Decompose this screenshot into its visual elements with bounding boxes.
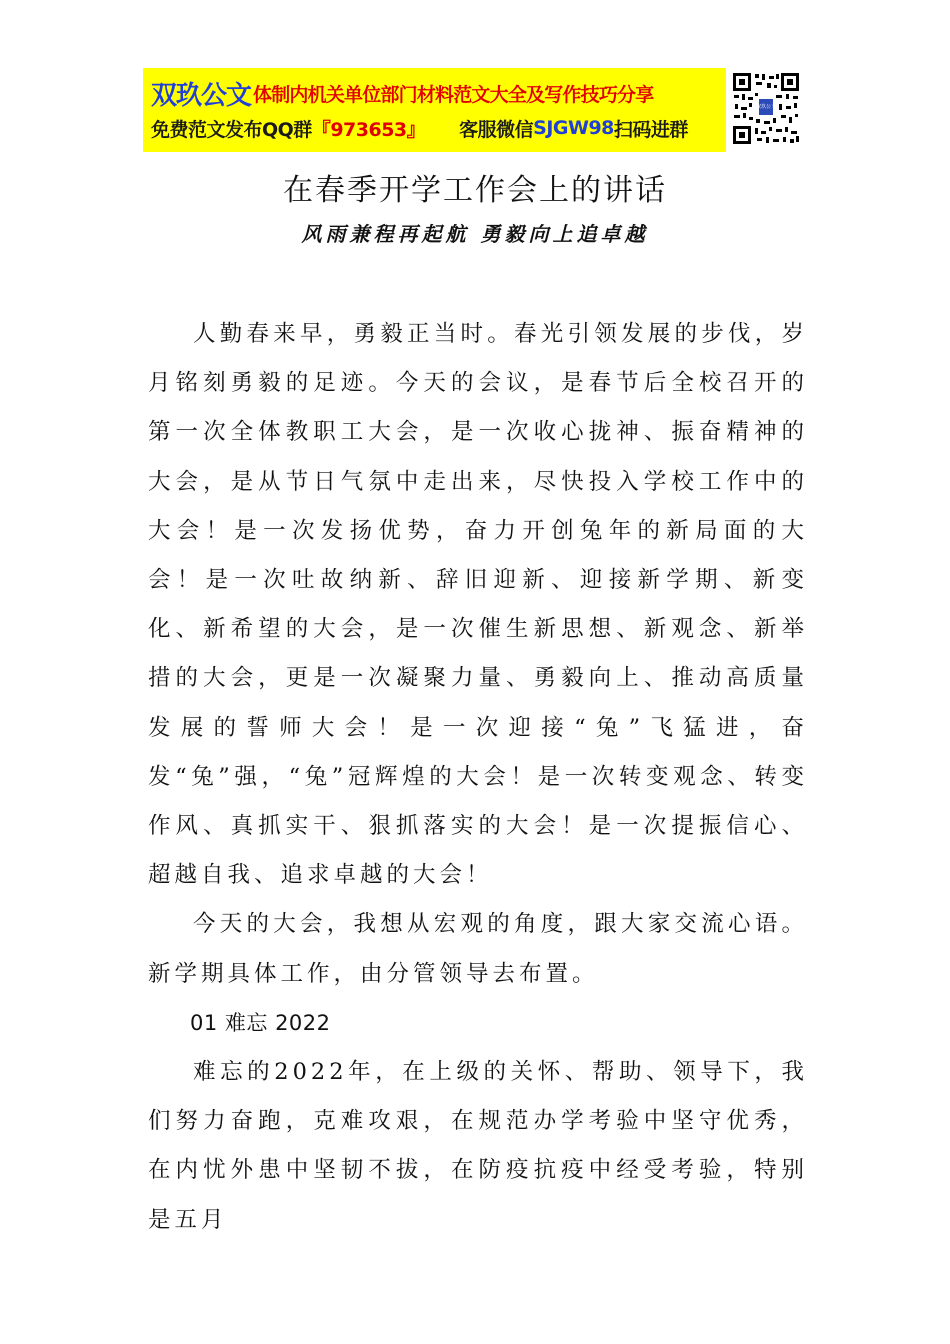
qr-code-icon[interactable] [731, 71, 801, 146]
page-title: 在春季开学工作会上的讲话 [283, 173, 667, 208]
banner-row-2 [151, 112, 726, 144]
page-subtitle: 风雨兼程再起航 勇毅向上追卓越 [301, 222, 649, 246]
banner-qq-group-label: 免费范文发布QQ群 [151, 118, 312, 141]
banner-brand: 双玖公文 [151, 80, 252, 111]
banner-wechat-id: SJGW98 [533, 117, 614, 139]
banner-row-1 [151, 74, 726, 112]
header-banner [143, 68, 726, 152]
section-heading: 01 难忘 2022 [190, 1010, 331, 1035]
banner-wechat-label: 客服微信 [459, 118, 534, 141]
banner-scan-label: 扫码进群 [613, 118, 688, 141]
body-paragraph: 难忘的2022年，在上级的关怀、帮助、领导下，我们努力奋跑，克难攻艰，在规范办学考验中坚守优秀，在内忧外患中坚韧不拔，在防疫抗疫中经受考验，特别是五月 [148, 1059, 808, 1233]
banner-qq-number: 『973653』 [311, 118, 426, 141]
banner-slogan: 体制内机关单位部门材料范文大全及写作技巧分享 [253, 83, 654, 106]
document-body [148, 310, 808, 1245]
body-paragraph: 今天的大会，我想从宏观的角度，跟大家交流心语。新学期具体工作，由分管领导去布置。 [148, 911, 808, 987]
qr-center-logo: 双玖公文 [755, 104, 777, 110]
body-paragraph: 人勤春来早，勇毅正当时。春光引领发展的步伐，岁月铭刻勇毅的足迹。今天的会议，是春节后全校召开的第一次全体教职工大会，是一次收心拢神、振奋精神的大会，是从节日气氛中走出来，尽快投入学校工作中的大会！是一次发扬优势，奋力开创兔年的新局面的大会！是一次吐故纳新、辞旧迎新、迎接新学期、新变化、新希望的大会，是一次催生新思想、新观念、新举措的大会，更是一次凝聚力量、勇毅向上、推动高质量发展的誓师大会！是一次迎接“兔”飞猛进，奋发“兔”强，“兔”冠辉煌的大会！是一次转变观念、转变作风、真抓实干、狠抓落实的大会！是一次提振信心、超越自我、追求卓越的大会！ [148, 321, 808, 889]
